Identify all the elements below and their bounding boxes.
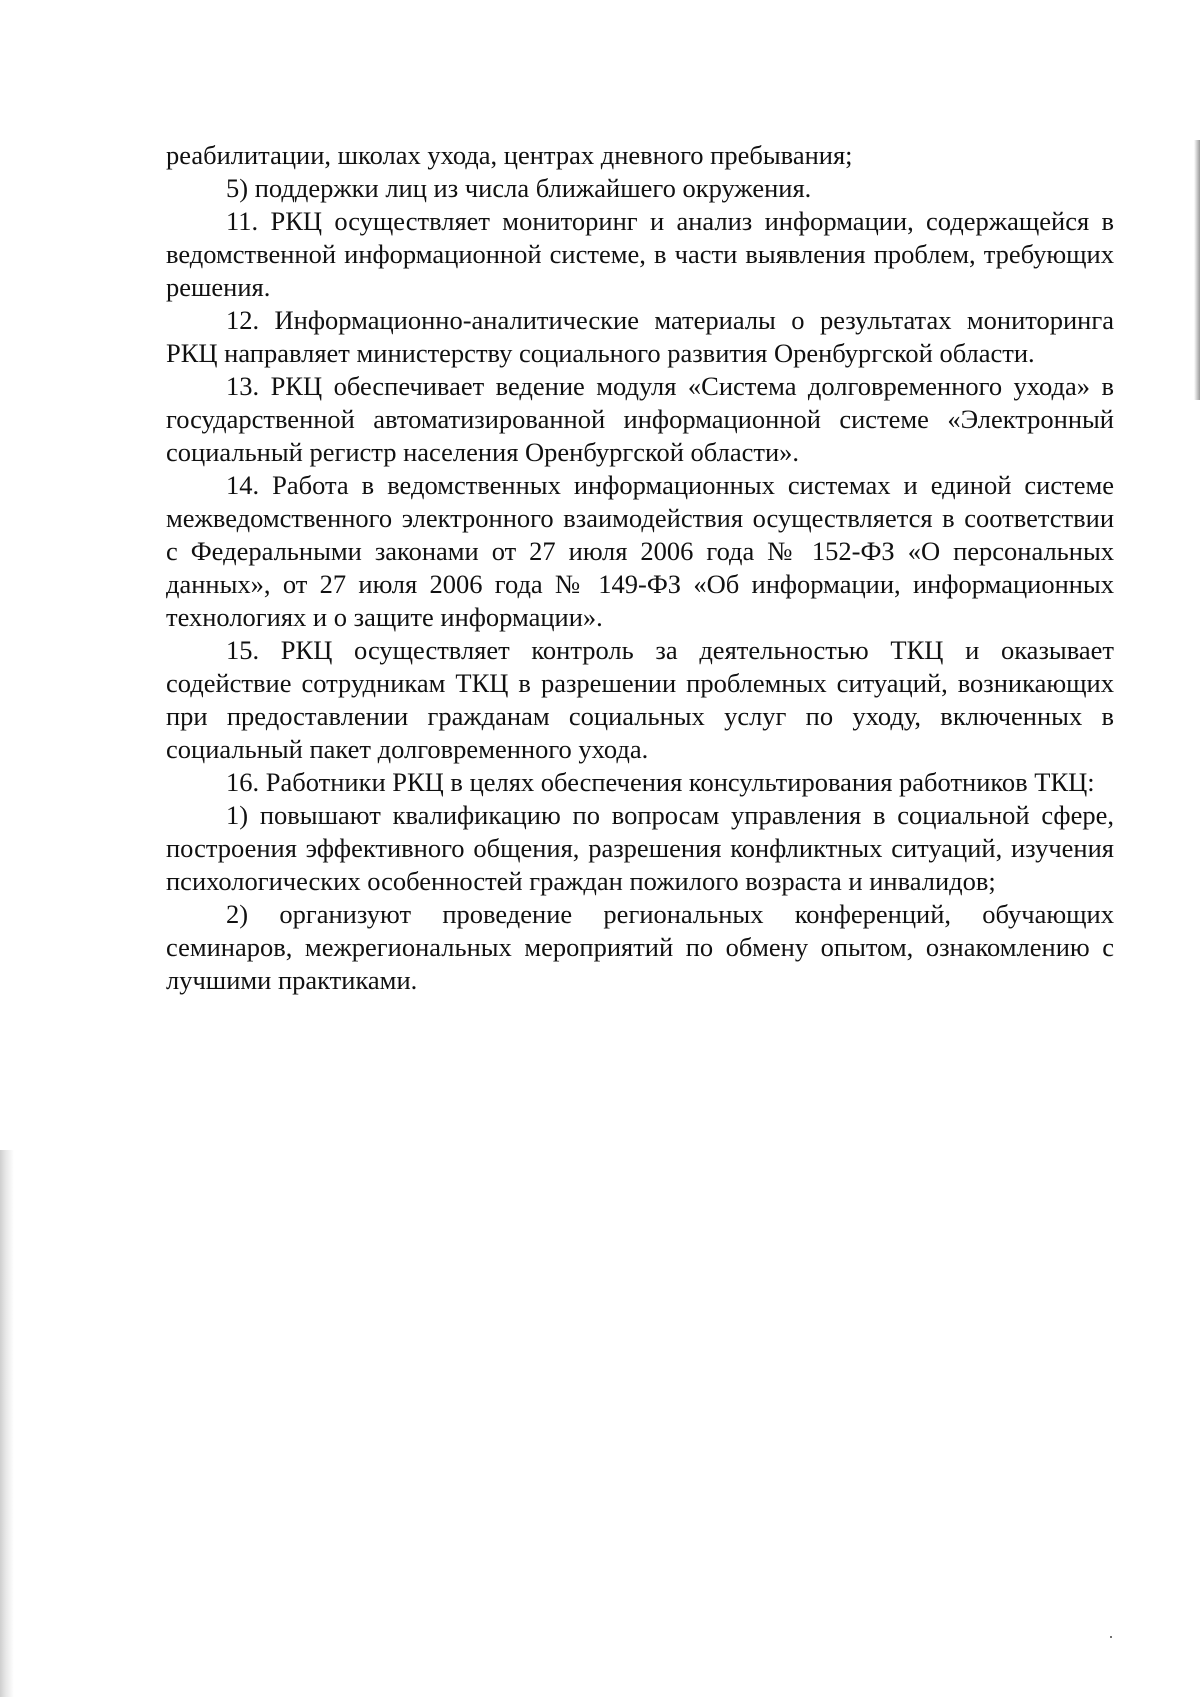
- paragraph-subitem-1: 1) повышают квалификацию по вопросам управления в социальной сфере, построения эффективного общения, разрешения конфликтных ситуаций, изучения психологических особенностей граждан пожилого возраста и инвалидов;: [166, 800, 1114, 896]
- paragraph-clause-14: 14. Работа в ведомственных информационных системах и единой системе межведомственного электронного взаимодействия осуществляется в соответствии с Федеральными законами от 27 июля 2006 года № 152-ФЗ «О персональных данных», от 27 июля 2006 года № 149-ФЗ «Об информации, информационных технологиях и о защите информации».: [166, 470, 1114, 632]
- paragraph-continuation: реабилитации, школах ухода, центрах дневного пребывания;: [166, 140, 853, 170]
- scan-speck: [1110, 1636, 1112, 1638]
- paragraph-clause-15: 15. РКЦ осуществляет контроль за деятельностью ТКЦ и оказывает содействие сотрудникам ТКЦ в разрешении проблемных ситуаций, возникающих при предоставлении гражданам социальных услуг по уходу, включенных в социальный пакет долговременного ухода.: [166, 635, 1114, 764]
- paragraph-subitem-2: 2) организуют проведение региональных конференций, обучающих семинаров, межрегиональных мероприятий по обмену опытом, ознакомлению с лучшими практиками.: [166, 899, 1114, 995]
- document-body: [166, 139, 1114, 997]
- paragraph-clause-13: 13. РКЦ обеспечивает ведение модуля «Система долговременного ухода» в государственной автоматизированной информационной системе «Электронный социальный регистр населения Оренбургской области».: [166, 371, 1114, 467]
- scan-edge-right: [1194, 140, 1200, 400]
- paragraph-clause-12: 12. Информационно-аналитические материалы о результатах мониторинга РКЦ направляет министерству социального развития Оренбургской области.: [166, 305, 1114, 368]
- scan-edge-left: [0, 1150, 14, 1697]
- paragraph-clause-11: 11. РКЦ осуществляет мониторинг и анализ информации, содержащейся в ведомственной информационной системе, в части выявления проблем, требующих решения.: [166, 206, 1114, 302]
- paragraph-clause-16: 16. Работники РКЦ в целях обеспечения консультирования работников ТКЦ:: [226, 767, 1095, 797]
- paragraph-item-5: 5) поддержки лиц из числа ближайшего окружения.: [226, 173, 812, 203]
